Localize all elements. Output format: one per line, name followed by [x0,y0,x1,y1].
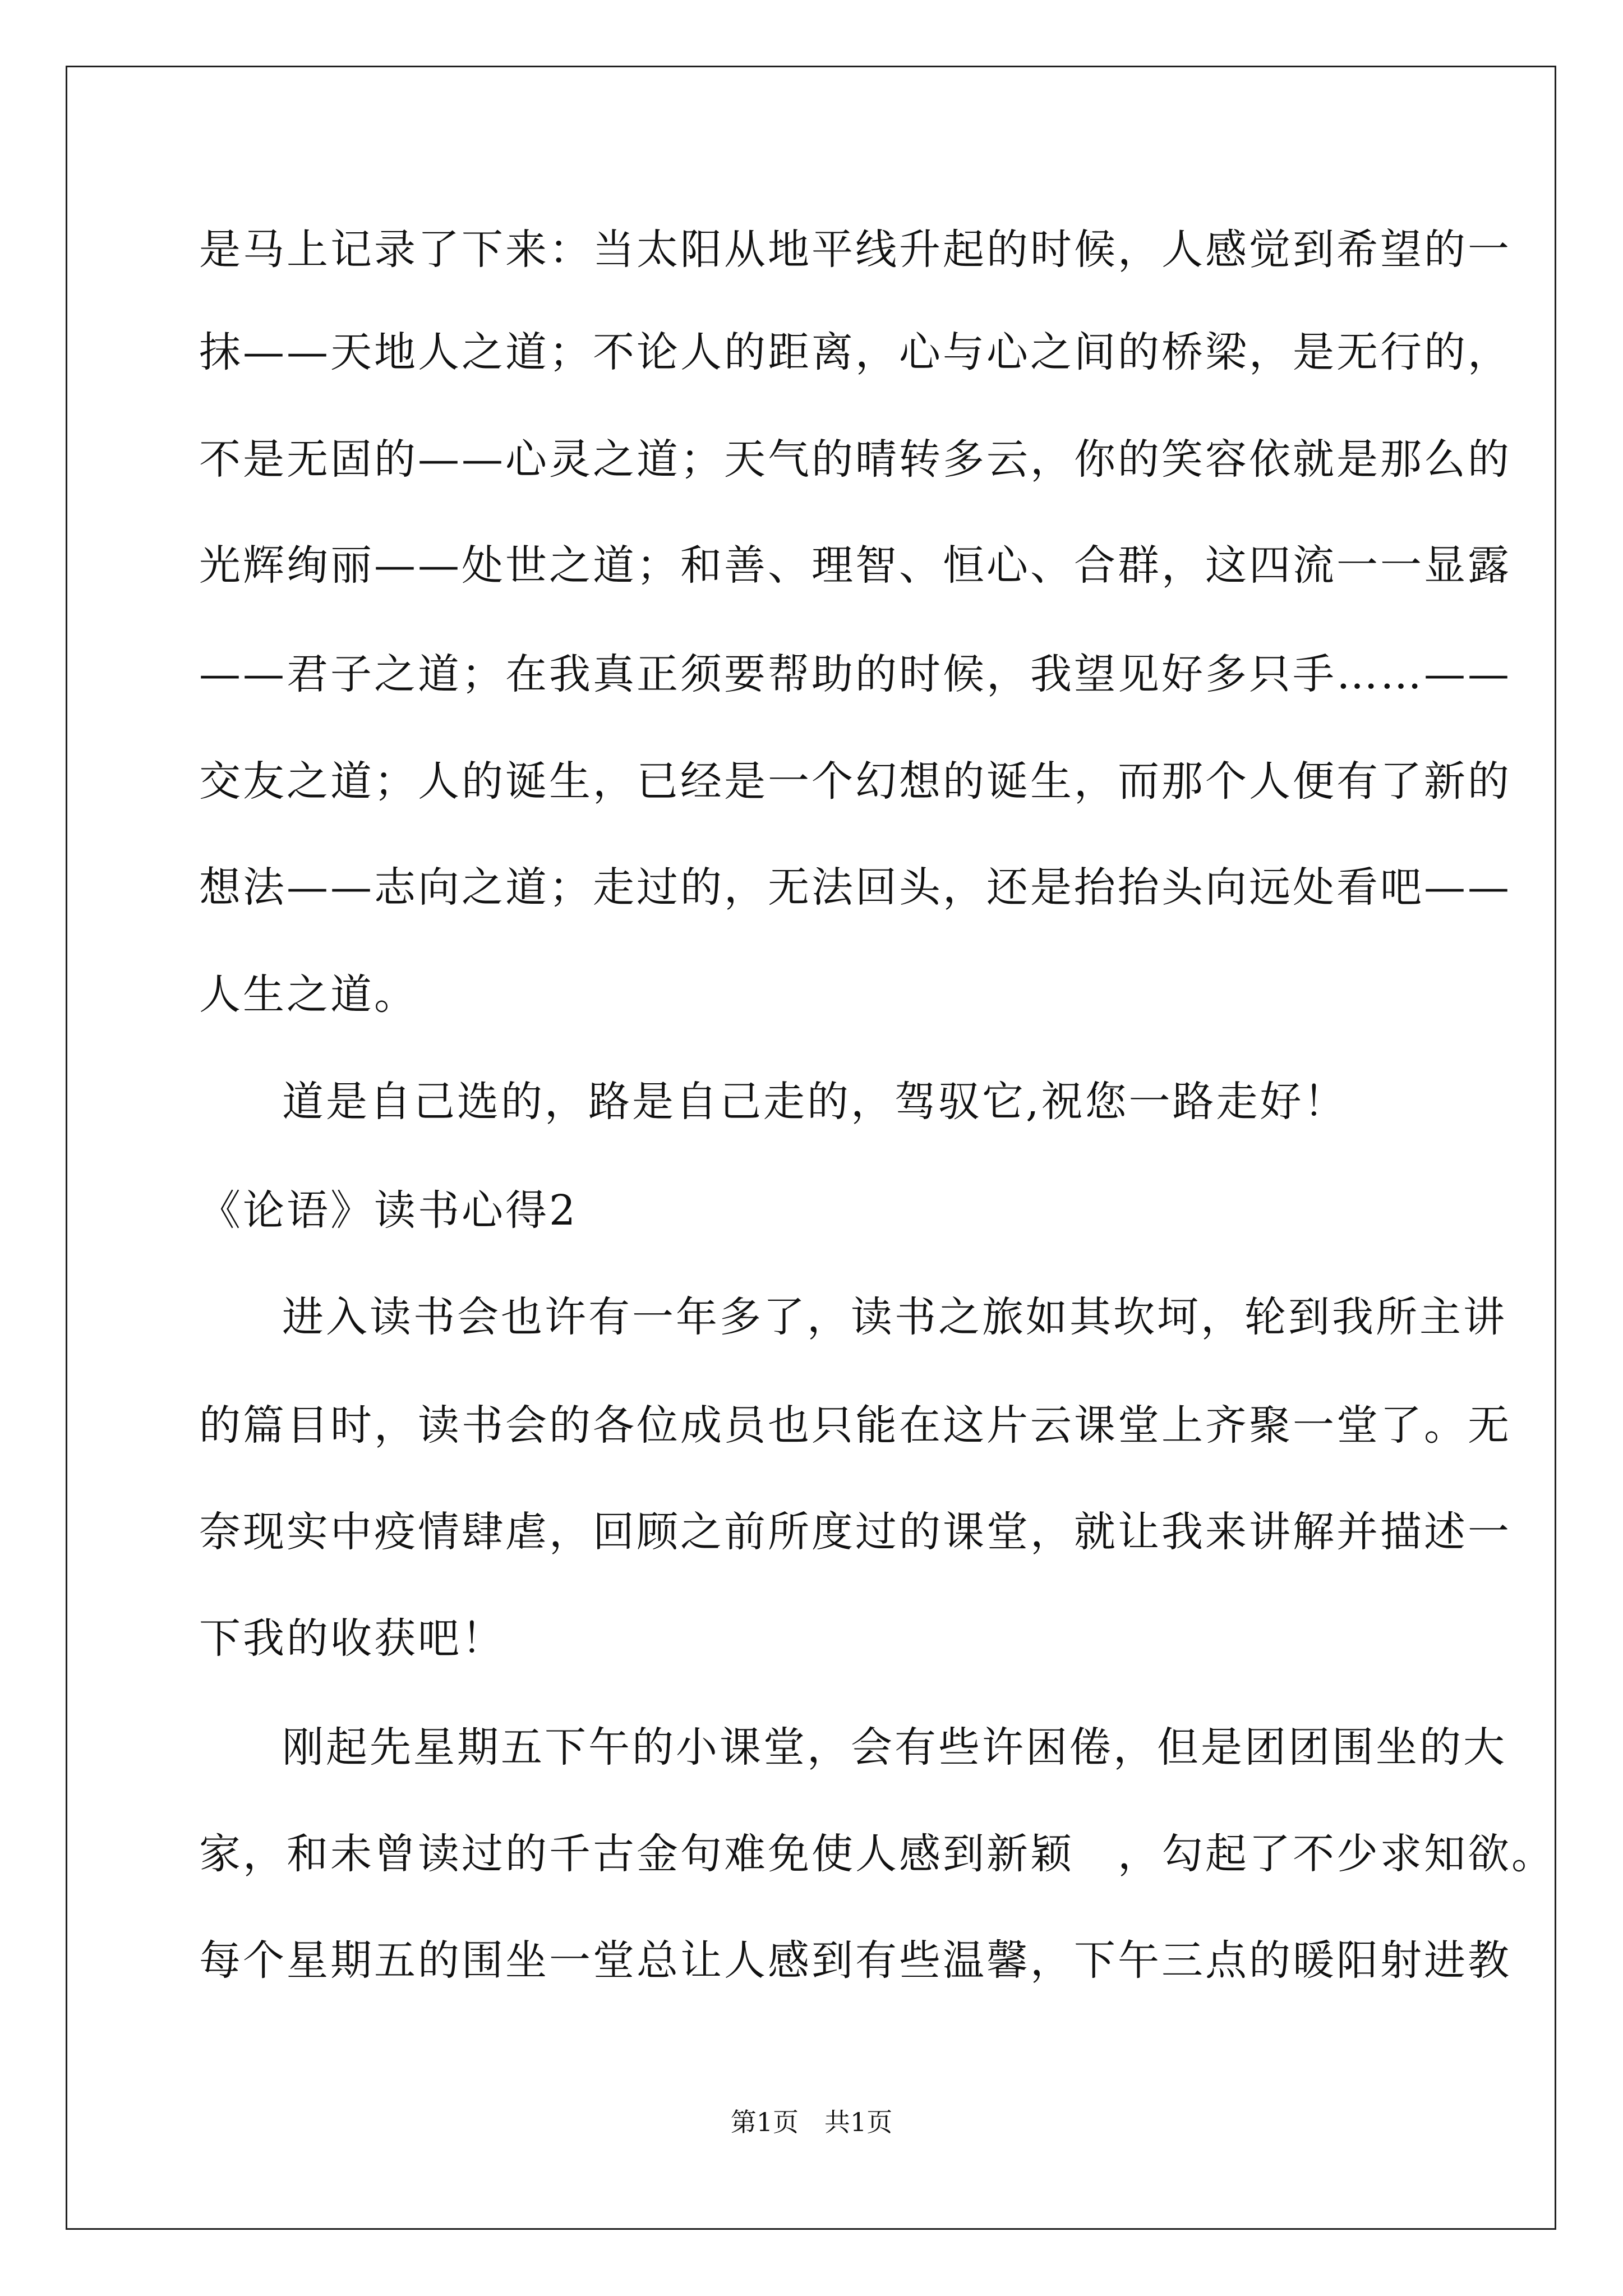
text-line: 想法——志向之道；走过的，无法回头，还是抬抬头向远处看吧—— [199,863,1511,912]
text-line: 的篇目时，读书会的各位成员也只能在这片云课堂上齐聚一堂了。无 [199,1401,1511,1450]
text-line: 刚起先星期五下午的小课堂，会有些许困倦，但是团团围坐的大 [282,1723,1507,1772]
text-line: 是马上记录了下来：当太阳从地平线升起的时候，人感觉到希望的一 [199,226,1511,274]
section-heading: 《论语》读书心得2 [199,1186,578,1235]
text-line: 进入读书会也许有一年多了，读书之旅如其坎坷，轮到我所主讲 [282,1293,1507,1341]
text-line: 家，和未曾读过的千古金句难免使人感到新颖 ，勾起了不少求知欲。 [199,1830,1555,1878]
text-line: 奈现实中疫情肆虐，回顾之前所度过的课堂，就让我来讲解并描述一 [199,1508,1511,1556]
text-line: 光辉绚丽——处世之道；和善、理智、恒心、合群，这四流一一显露 [199,541,1511,590]
text-line: 人生之道。 [199,970,418,1019]
page-number-footer: 第1页 共1页 [730,2107,893,2137]
text-line: ——君子之道；在我真正须要帮助的时候，我望见好多只手……—— [199,650,1511,698]
text-line: 抹——天地人之道；不论人的距离，心与心之间的桥梁，是无行的， [199,328,1511,376]
page-border [66,66,1556,2230]
text-line: 道是自己选的，路是自己走的，驾驭它,祝您一路走好！ [282,1078,1348,1126]
text-line: 不是无固的——心灵之道；天气的晴转多云，你的笑容依就是那么的 [199,435,1511,484]
text-line: 每个星期五的围坐一堂总让人感到有些温馨，下午三点的暖阳射进教 [199,1936,1511,1985]
text-line: 下我的收获吧！ [199,1614,505,1663]
text-line: 交友之道；人的诞生，已经是一个幻想的诞生，而那个人便有了新的 [199,757,1511,806]
